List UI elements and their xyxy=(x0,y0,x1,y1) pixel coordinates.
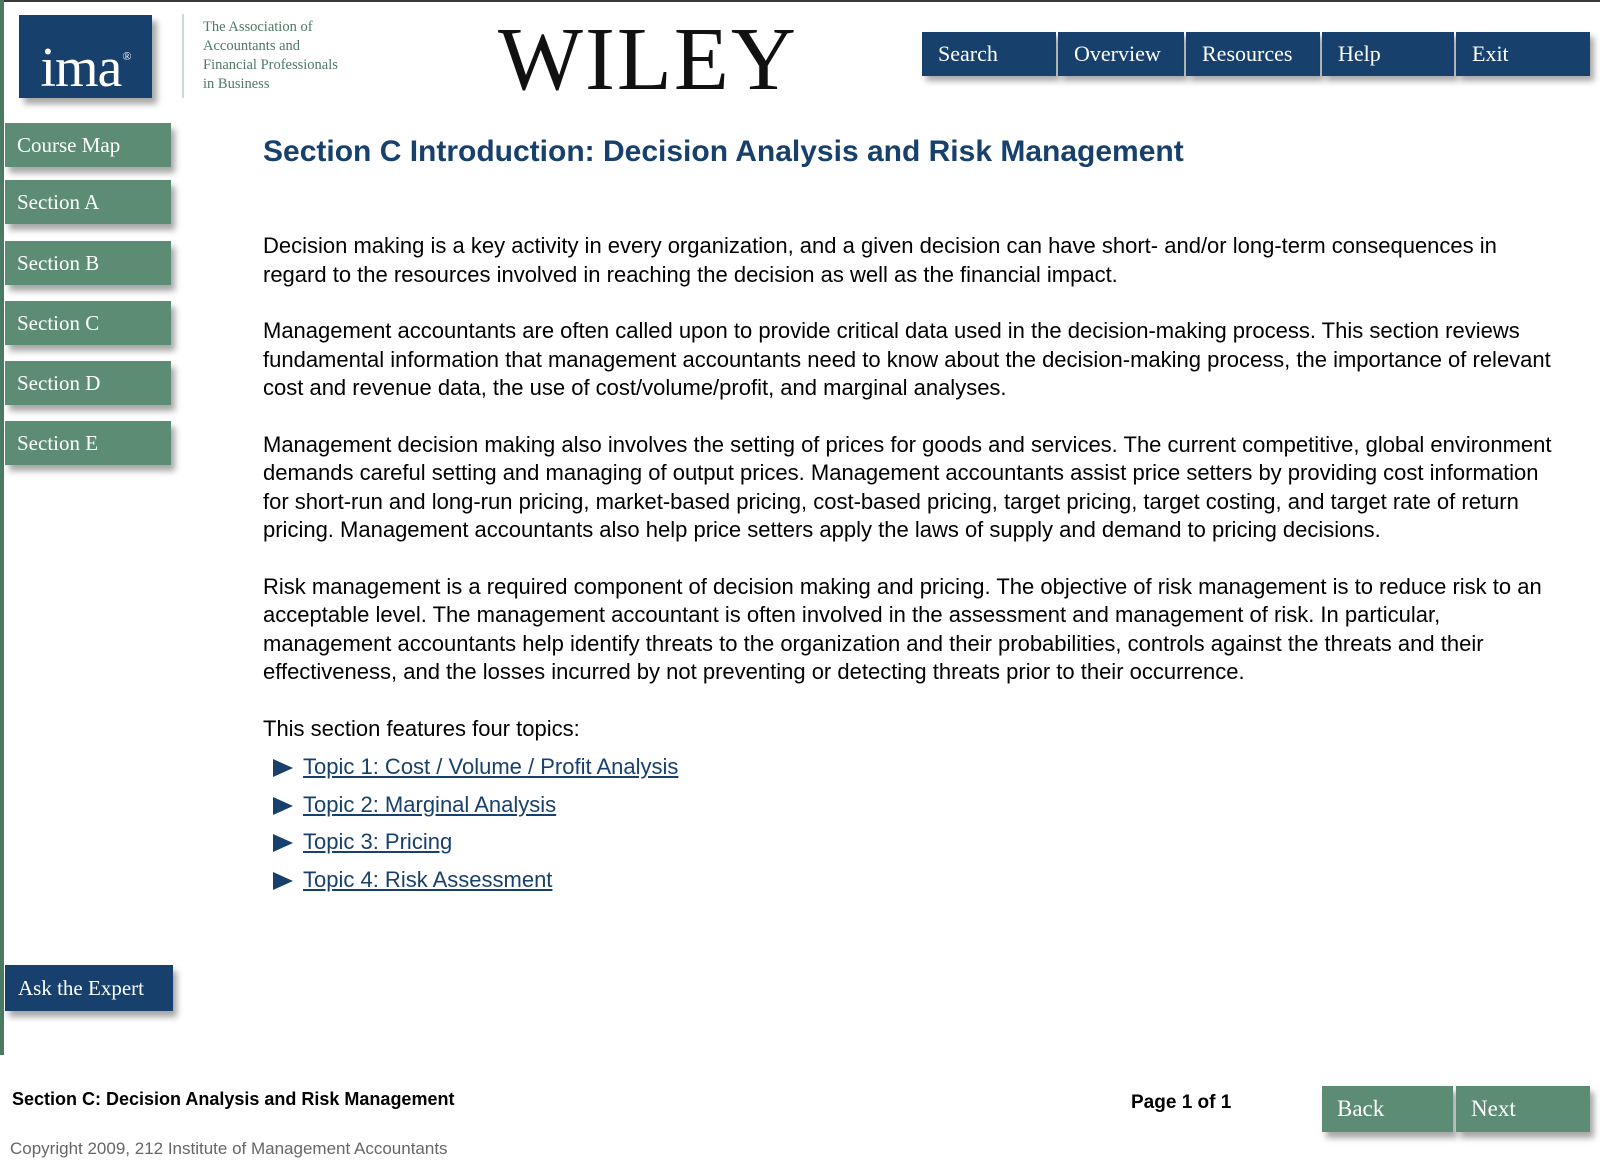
top-border xyxy=(0,0,1600,2)
play-arrow-icon xyxy=(273,834,293,852)
ima-tagline-line: Financial Professionals xyxy=(203,57,338,73)
ima-logo xyxy=(19,15,152,98)
body-paragraph: Risk management is a required component of decision making and pricing. The objective of risk management is to reduce risk to an acceptable level. The management accountant is often involved in the assessment and management of risk. In particular, management accountants help identify threats to the organization and their probabilities, controls against the threats and their effectiveness, and the losses incurred by not preventing or detecting threats prior to their occurrence. xyxy=(263,573,1542,684)
main-content xyxy=(263,232,1558,898)
topic-2-link[interactable]: Topic 2: Marginal Analysis xyxy=(303,791,557,817)
topic-3-link[interactable]: Topic 3: Pricing xyxy=(303,829,453,854)
left-border xyxy=(0,0,4,1055)
back-button[interactable]: Back xyxy=(1322,1086,1453,1132)
list-item xyxy=(263,823,1558,861)
sidebar-item-section-c[interactable]: Section C xyxy=(5,301,171,345)
next-button[interactable]: Next xyxy=(1456,1086,1590,1132)
resources-button[interactable]: Resources xyxy=(1186,32,1320,76)
list-item xyxy=(263,786,1558,824)
page-indicator: Page 1 of 1 xyxy=(1131,1092,1232,1113)
body-paragraph: Management accountants are often called upon to provide critical data used in the decision-making process. This section reviews fundamental information that management accountants need to know about the decision-making process, the importance of relevant cost and revenue data, the use of cost/volume/profit, and marginal analyses. xyxy=(263,318,1551,400)
exit-button[interactable]: Exit xyxy=(1456,32,1590,76)
overview-button[interactable]: Overview xyxy=(1058,32,1184,76)
ima-tagline-line: Accountants and xyxy=(203,38,301,54)
body-paragraph: Management decision making also involves the setting of prices for goods and services. The current competitive, global environment demands careful setting and managing of output prices. Management accountants assist price setters by providing cost information for short-run and long-run pricing, market-based pricing, cost-based pricing, target pricing, target costing, and target rate of return pricing. Management accountants also help price setters apply the laws of supply and demand to pricing decisions. xyxy=(263,431,1552,542)
topic-4-link[interactable]: Topic 4: Risk Assessment xyxy=(303,866,553,892)
sidebar-item-section-d[interactable]: Section D xyxy=(5,361,171,405)
play-arrow-icon xyxy=(273,872,293,890)
ask-the-expert-button[interactable]: Ask the Expert xyxy=(5,965,173,1011)
wiley-logo: WILEY xyxy=(498,10,798,109)
ima-tagline xyxy=(203,18,373,94)
footer-section-label: Section C: Decision Analysis and Risk Management xyxy=(12,1089,455,1109)
search-button[interactable]: Search xyxy=(922,32,1056,76)
sidebar-item-section-b[interactable]: Section B xyxy=(5,241,171,285)
sidebar-item-section-e[interactable]: Section E xyxy=(5,421,171,465)
ima-logo-text: ima xyxy=(40,37,122,99)
play-arrow-icon xyxy=(273,759,293,777)
list-item xyxy=(263,748,1558,786)
copyright-text: Copyright 2009, 212 Institute of Management Accountants xyxy=(10,1139,448,1158)
page-title: Section C Introduction: Decision Analysis and Risk Management xyxy=(263,135,1184,168)
topics-intro: This section features four topics: xyxy=(263,715,580,741)
logo-divider xyxy=(182,14,184,98)
topic-1-link[interactable]: Topic 1: Cost / Volume / Profit Analysis xyxy=(303,754,679,779)
body-paragraph: Decision making is a key activity in every organization, and a given decision can have short- and/or long-term consequences in regard to the resources involved in reaching the decision as well as the financial impact. xyxy=(263,233,1497,287)
help-button[interactable]: Help xyxy=(1322,32,1454,76)
ima-tagline-line: The Association of xyxy=(203,19,313,35)
ima-tagline-line: in Business xyxy=(203,76,270,92)
play-arrow-icon xyxy=(273,797,293,815)
sidebar-item-section-a[interactable]: Section A xyxy=(5,180,171,224)
ima-registered-mark: ® xyxy=(122,49,131,63)
sidebar-item-course-map[interactable]: Course Map xyxy=(5,123,171,167)
topic-list xyxy=(263,748,1558,898)
list-item xyxy=(263,861,1558,899)
